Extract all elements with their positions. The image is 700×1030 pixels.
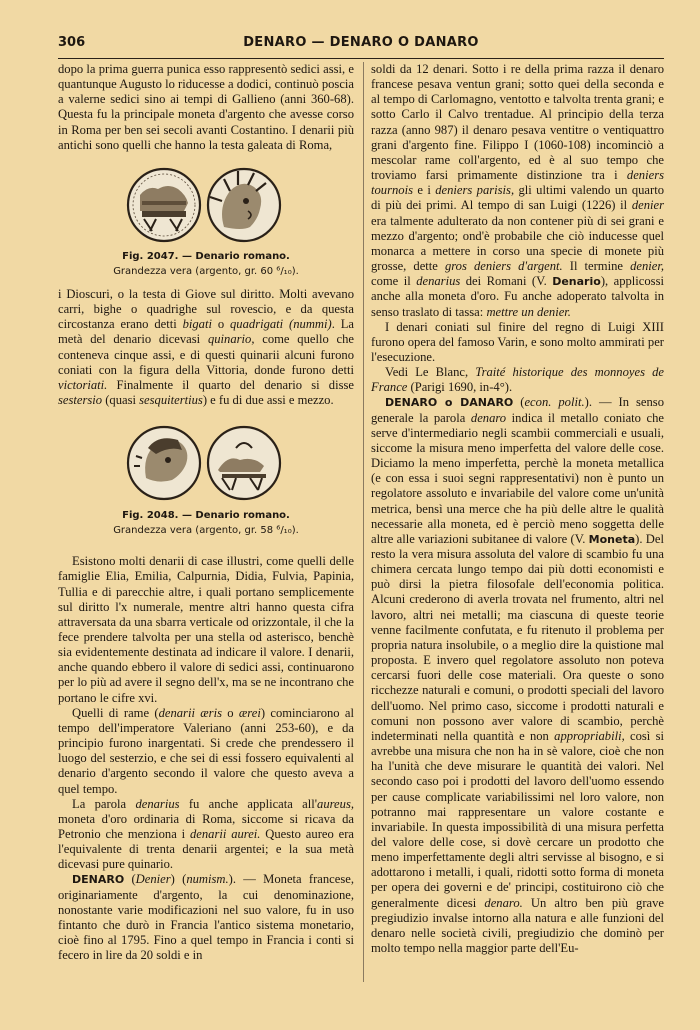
page-number: 306 bbox=[58, 35, 86, 50]
paragraph: I denari coniati sul finire del regno di Luigi XIII furono opera del famoso Varin, e sono molto ammirati per l'esecuzione. bbox=[371, 319, 664, 364]
entry-paragraph: DENARO (Denier) (numism.). — Moneta francese, originariamente d'argento, la cui denominazione, nonostante varie modificazioni nel suo valore, fu in uso fintanto che durò in Francia l'antico sistema monetario, cioè fino al 1795. Fino a quel tempo in Francia i conti si fecero in lire da 20 soldi e in bbox=[58, 872, 355, 963]
figure-size-note: Grandezza vera (argento, gr. 60 ⁶/₁₀). bbox=[113, 265, 299, 277]
coin-illustration bbox=[126, 418, 286, 508]
paragraph: dopo la prima guerra punica esso rappresentò sedici assi, e quantunque Augusto lo riducesse a dodici, continuò poscia a valerne sedici sino ai tempi di Gallieno (anni 360-68). Questa fu la principale moneta d'argento che avesse corso in Roma per ben sei secoli avanti Costantino. I denarii più antichi sono quelli che hanno la testa galeata di Roma, bbox=[58, 62, 354, 152]
column-divider bbox=[363, 62, 364, 982]
paragraph: i Dioscuri, o la testa di Giove sul diritto. Molti avevano carri, bighe o quadrighe sul rovescio, e da questa circostanza erano detti bigati o quadrigati (nummi). La metà del denario dicevasi quinario, come quello che conteneva cinque assi, e di questi quinarii alcuni furono coniati con la figura della Vittoria, donde furono detti victoriati. Finalmente il quarto del denario si disse sestersio (quasi sesquitertius) e fu di due assi e mezzo. bbox=[58, 286, 355, 408]
right-column bbox=[371, 62, 664, 956]
figure-2047 bbox=[58, 161, 354, 279]
running-title: DENARO — DENARO O DANARO bbox=[243, 35, 479, 50]
header-rule bbox=[58, 58, 664, 59]
figure-caption: Fig. 2047. — Denario romano. bbox=[122, 250, 290, 262]
figure-2048 bbox=[58, 418, 354, 538]
entry-headword: DENARO bbox=[72, 873, 125, 887]
figure-caption: Fig. 2048. — Denario romano. bbox=[122, 510, 290, 522]
left-column bbox=[58, 62, 354, 963]
paragraph: Esistono molti denarii di case illustri, come quelli delle famiglie Elia, Emilia, Calpurnia, Didia, Fulvia, Papinia, Tullia e di parecchie altre, i quali portano semplicemente sul diritto l'x numerale, mentre altri hanno questa cifra attraversata da una sbarra verticale od orizzontale, il che la fece prendere talvolta per una stella od asterisco, benchè sia evidentemente destinata ad indicare il valore. I denarii, anche quando ebbero il valore di sedici assi, continuarono per lo più ad avere il segno dell'x, ma se ne incontrano che portano le cifre xvi. bbox=[58, 554, 354, 705]
paragraph: soldi da 12 denari. Sotto i re della prima razza il denaro francese pesava ventun grani; sotto quei della seconda e al tempo di Carlomagno, ventotto e talvolta trenta grani; e sotto Carlo il Calvo trentadue. Al principio della terza razza (anno 987) il denaro pesava ventitre o ventiquattro grani d'argento fine. Filippo I (1060-108) incominciò a mescolar rame coll'argento, ed è al suo tempo che troviamo farsi primamente distinzione tra i deniers tournois e i deniers parisis, gli ultimi valendo un quarto di più dei primi. Al tempo di san Luigi (1226) il denier era talmente adulterato da non contener più di sei grani e mezzo d'argento; ond'è probabile che ciò inducesse quel monarca a mettere in corso una specie di monete più grosse, dette gros deniers d'argent. Il termine denier, come il denarius dei Romani (V. Denario), applicossi anche alla moneta d'oro. Fu anche adoperato talvolta in senso traslato di tassa: mettre un denier. bbox=[371, 62, 664, 319]
paragraph: Quelli di rame (denarii æris o ærei) cominciarono al tempo dell'imperatore Valeriano (anni 253-60), e da principio furono inargentati. Si crede che prendessero il luogo del sesterzio, e che sei di essi fossero equivalenti al denario d'argento secondo il valore che questo aveva a quel tempo. bbox=[58, 705, 354, 796]
entry-headword: DENARO o DANARO bbox=[385, 396, 514, 410]
entry-paragraph: DENARO o DANARO (econ. polit.). — In senso generale la parola denaro indica il metallo coniato che serve d'intermediario negli scambii commerciali e usuali, siccome la misura meno imperfetta del valore delle cose. Diciamo la meno imperfetta, perchè la moneta metallica (e con essa i suoi segni rappresentativi) non è punto un regolatore assoluto e invariabile del valore come un'unità metrica, bensì una merce che ha più delle altre le qualità necessarie alla moneta, ed è perciò meno soggetta delle altre alle variazioni subitanee di valore (V. Moneta). Del resto la vera misura assoluta del valore di scambio fu una chimera cercata lungo tempo dai più dotti economisti e può dirsi la pietra filosofale dell'economia politica. Alcuni crederono di averla trovata nel frumento, altri nel lavoro, altri nei metalli; ma ciascuna di queste teorie venne facilmente confutata, e fu ritenuto il problema per propria natura insolubile, o a meglio dire la quistione mal proposta. E invero quel regolatore assoluto non poteva cercarsi fuori delle cose materiali. Ora queste o sono ricchezze naturali e comuni, o prodotti speciali del lavoro dell'uomo. Nel primo caso, siccome i prodotti naturali e comuni non possono aver valore di scambio, perchè indeterminati nella quantità e non appropriabili, così si avrebbe una misura che non ha in sè valore, cioè che non ha l'unità che deve misurare le quantità dei valori. Nel secondo caso poi i prodotti del lavoro dell'uomo essendo per cause complicate variabilissimi nel loro valore, non potranno mai rappresentare un valore costante e invariabile. In questa impossibilità di una misura perfetta del valore delle cose, si dovè cercare un prodotto che meno imperfettamente degli altri servisse al bisogno, e si adottarono i metalli, i quali, ridotti sotto forma di moneta per opera dei governi e de' principi, costituirono ciò che generalmente dicesi denaro. Un altro ben più grave pregiudizio invalse intorno alla natura e alle funzioni del denaro nelle società civili, pregiudizio che dominò per molto tempo nella maggior parte dell'Eu- bbox=[371, 395, 665, 956]
page-header bbox=[58, 33, 664, 55]
coin-illustration bbox=[126, 161, 286, 249]
paragraph: Vedi Le Blanc, Traité historique des monnoyes de France (Parigi 1690, in-4°). bbox=[371, 365, 664, 395]
paragraph: La parola denarius fu anche applicata all'aureus, moneta d'oro ordinaria di Roma, siccome si ricava da Petronio che menziona i denarii aurei. Questo aureo era l'equivalente di trenta denarii argentei; e la sua metà dicevasi pure quinario. bbox=[58, 796, 354, 872]
figure-size-note: Grandezza vera (argento, gr. 58 ⁶/₁₀). bbox=[113, 525, 299, 537]
